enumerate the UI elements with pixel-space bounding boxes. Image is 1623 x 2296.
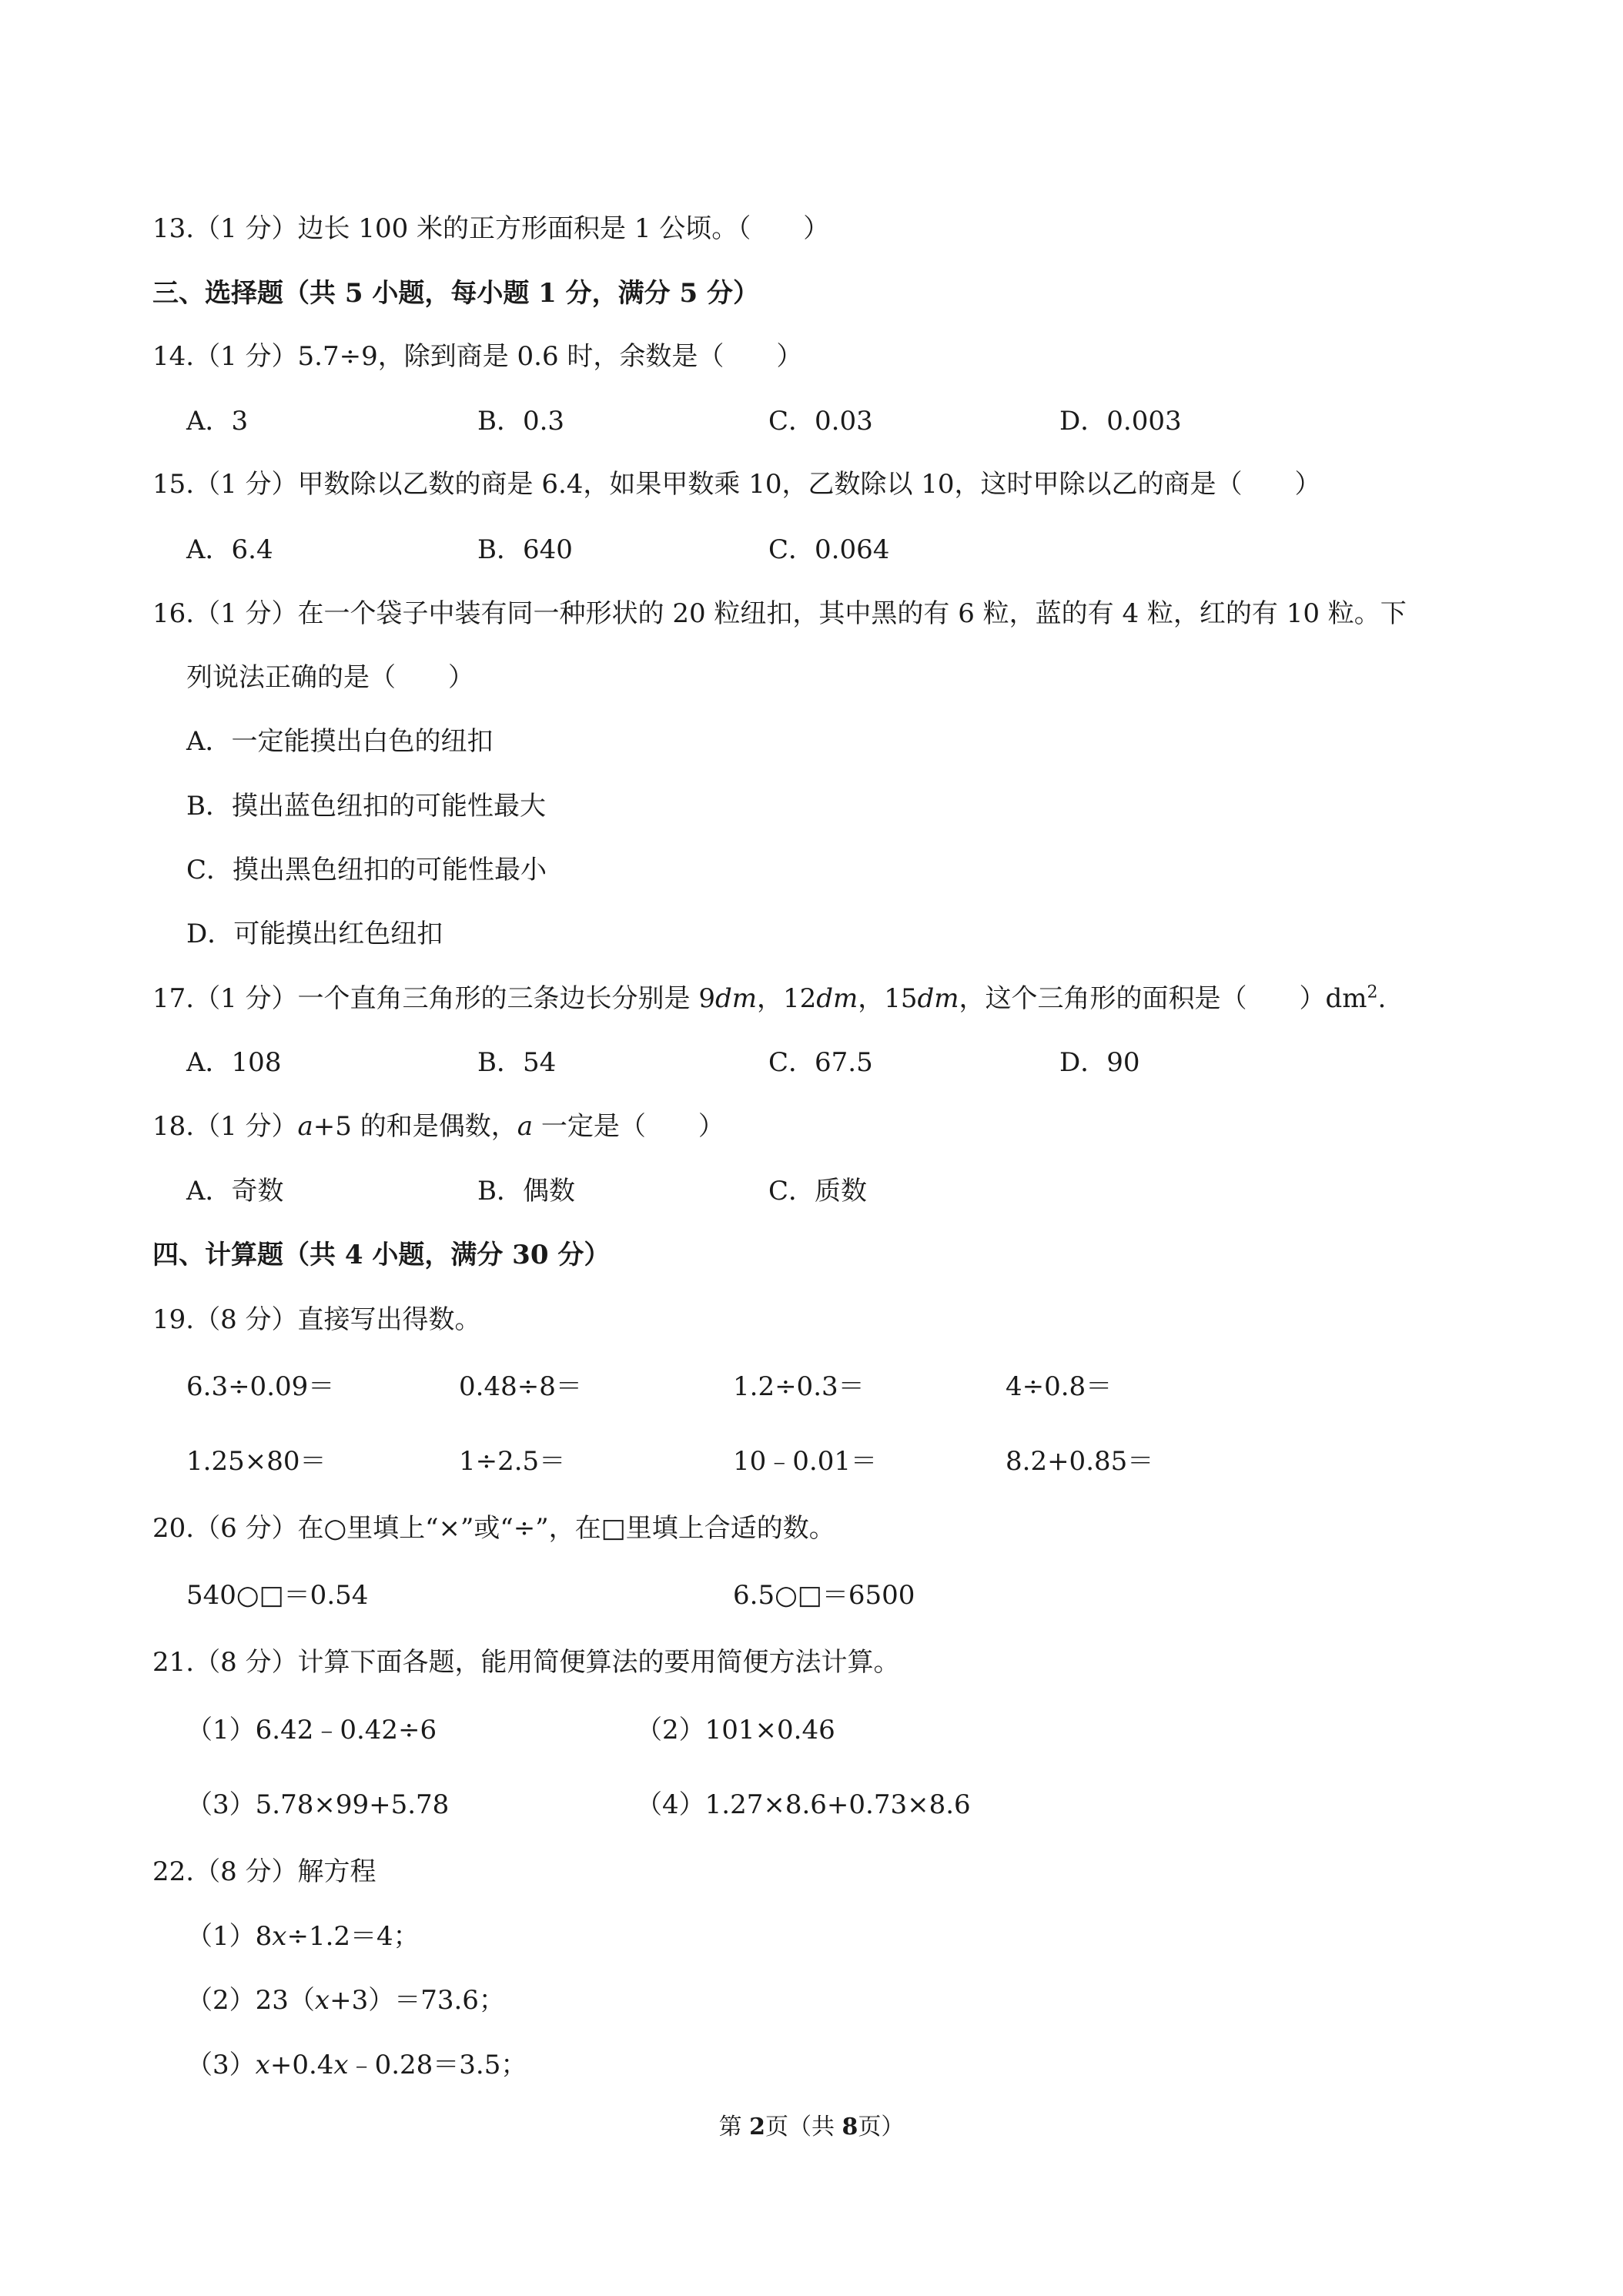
q17-comma: ， <box>858 983 885 1014</box>
q16-option-c: C．摸出黑色纽扣的可能性最小 <box>186 855 547 885</box>
q14-option-d: D．0.003 <box>1059 406 1182 437</box>
q17-unit: dm <box>917 983 959 1014</box>
q21-item: （4）1.27×8.6+0.73×8.6 <box>636 1789 971 1820</box>
eq-part: ÷1.2＝4； <box>286 1921 420 1952</box>
eq-var: x <box>272 1921 287 1952</box>
q21-item: （2）101×0.46 <box>636 1715 835 1745</box>
q22-equation-2 <box>186 1985 505 2016</box>
q17-superscript: 2 <box>1367 982 1378 1002</box>
q19-item: 1.25×80＝ <box>186 1446 326 1477</box>
q20-item: 540○□＝0.54 <box>186 1580 369 1611</box>
q16-option-a: A．一定能摸出白色的纽扣 <box>186 726 494 757</box>
page-total: 8 <box>842 2114 858 2140</box>
q18-var: a <box>297 1111 313 1142</box>
q21-item: （3）5.78×99+5.78 <box>186 1789 450 1820</box>
question-16-line2: 列说法正确的是（ ） <box>186 662 474 693</box>
q21-item: （1）6.42﹣0.42÷6 <box>186 1715 437 1745</box>
footer-part: 页） <box>858 2114 905 2140</box>
q19-item: 1.2÷0.3＝ <box>733 1371 865 1402</box>
question-22: 22.（8 分）解方程 <box>152 1856 376 1887</box>
q17-n12: 12 <box>782 983 817 1014</box>
question-16-line1: 16.（1 分）在一个袋子中装有同一种形状的 20 粒纽扣，其中黑的有 6 粒，蓝的有 4 粒，红的有 10 粒。下 <box>152 598 1407 629</box>
q20-item: 6.5○□＝6500 <box>733 1580 915 1611</box>
footer-part: 页（共 <box>765 2114 842 2140</box>
q17-option-c: C．67.5 <box>768 1047 873 1078</box>
q22-equation-1 <box>186 1923 420 1950</box>
q17-stem-part1: 17.（1 分）一个直角三角形的三条边长分别是 9 <box>152 983 715 1014</box>
q17-option-d: D．90 <box>1059 1047 1140 1078</box>
q18-suffix: 一定是（ ） <box>533 1111 724 1142</box>
q22-equation-3 <box>186 2052 527 2078</box>
q14-option-a: A．3 <box>186 406 249 437</box>
page-footer <box>0 2116 1623 2139</box>
q15-option-c: C．0.064 <box>768 534 890 565</box>
q15-option-a: A．6.4 <box>186 534 273 565</box>
eq-var: x <box>314 1985 330 2016</box>
q18-mid: +5 的和是偶数， <box>313 1111 517 1142</box>
q18-prefix: 18.（1 分） <box>152 1111 298 1142</box>
q19-item: 10﹣0.01＝ <box>733 1446 877 1477</box>
q15-option-b: B．640 <box>477 534 573 565</box>
q17-option-b: B．54 <box>477 1047 557 1078</box>
eq-part: +0.4 <box>269 2050 334 2080</box>
q17-unit: dm <box>714 983 757 1014</box>
eq-part: （1）8 <box>186 1921 273 1952</box>
eq-part: +3）＝73.6； <box>330 1985 505 2016</box>
question-21: 21.（8 分）计算下面各题，能用简便算法的要用简便方法计算。 <box>152 1647 900 1678</box>
section-heading-calc: 四、计算题（共 4 小题，满分 30 分） <box>152 1240 611 1270</box>
eq-var: x <box>333 2050 349 2080</box>
q17-unit: dm <box>816 983 858 1014</box>
footer-part: 第 <box>718 2114 750 2140</box>
q17-option-a: A．108 <box>186 1047 282 1078</box>
q19-item: 4÷0.8＝ <box>1006 1371 1113 1402</box>
question-14: 14.（1 分）5.7÷9，除到商是 0.6 时，余数是（ ） <box>152 341 803 372</box>
q17-stem-part2: ，这个三角形的面积是（ ）dm <box>959 983 1367 1014</box>
q14-option-b: B．0.3 <box>477 406 565 437</box>
q18-option-a: A．奇数 <box>186 1176 284 1207</box>
q17-end: . <box>1377 983 1387 1014</box>
q17-comma: ， <box>756 983 783 1014</box>
eq-var: x <box>255 2050 270 2080</box>
q19-item: 1÷2.5＝ <box>459 1446 566 1477</box>
q14-option-c: C．0.03 <box>768 406 873 437</box>
question-20: 20.（6 分）在○里填上“×”或“÷”，在□里填上合适的数。 <box>152 1513 835 1544</box>
question-15: 15.（1 分）甲数除以乙数的商是 6.4，如果甲数乘 10，乙数除以 10，这时甲除以乙的商是（ ） <box>152 469 1321 500</box>
question-19: 19.（8 分）直接写出得数。 <box>152 1304 481 1335</box>
eq-part: （2）23（ <box>186 1985 315 2016</box>
q19-item: 8.2+0.85＝ <box>1006 1446 1154 1477</box>
q16-option-b: B．摸出蓝色纽扣的可能性最大 <box>186 791 546 822</box>
page-number: 2 <box>749 2114 765 2140</box>
eq-part: ﹣0.28＝3.5； <box>348 2050 527 2080</box>
question-18 <box>152 1113 724 1140</box>
q18-var: a <box>517 1111 534 1142</box>
eq-part: （3） <box>186 2050 256 2080</box>
question-13: 13.（1 分）边长 100 米的正方形面积是 1 公顷。（ ） <box>152 213 830 244</box>
q16-option-d: D．可能摸出红色纽扣 <box>186 919 443 949</box>
q17-n15: 15 <box>884 983 918 1014</box>
q18-option-c: C．质数 <box>768 1176 868 1207</box>
q18-option-b: B．偶数 <box>477 1176 575 1207</box>
q19-item: 0.48÷8＝ <box>459 1371 582 1402</box>
section-heading-choice: 三、选择题（共 5 小题，每小题 1 分，满分 5 分） <box>152 278 759 309</box>
q19-item: 6.3÷0.09＝ <box>186 1371 335 1402</box>
question-17 <box>152 982 1387 1014</box>
